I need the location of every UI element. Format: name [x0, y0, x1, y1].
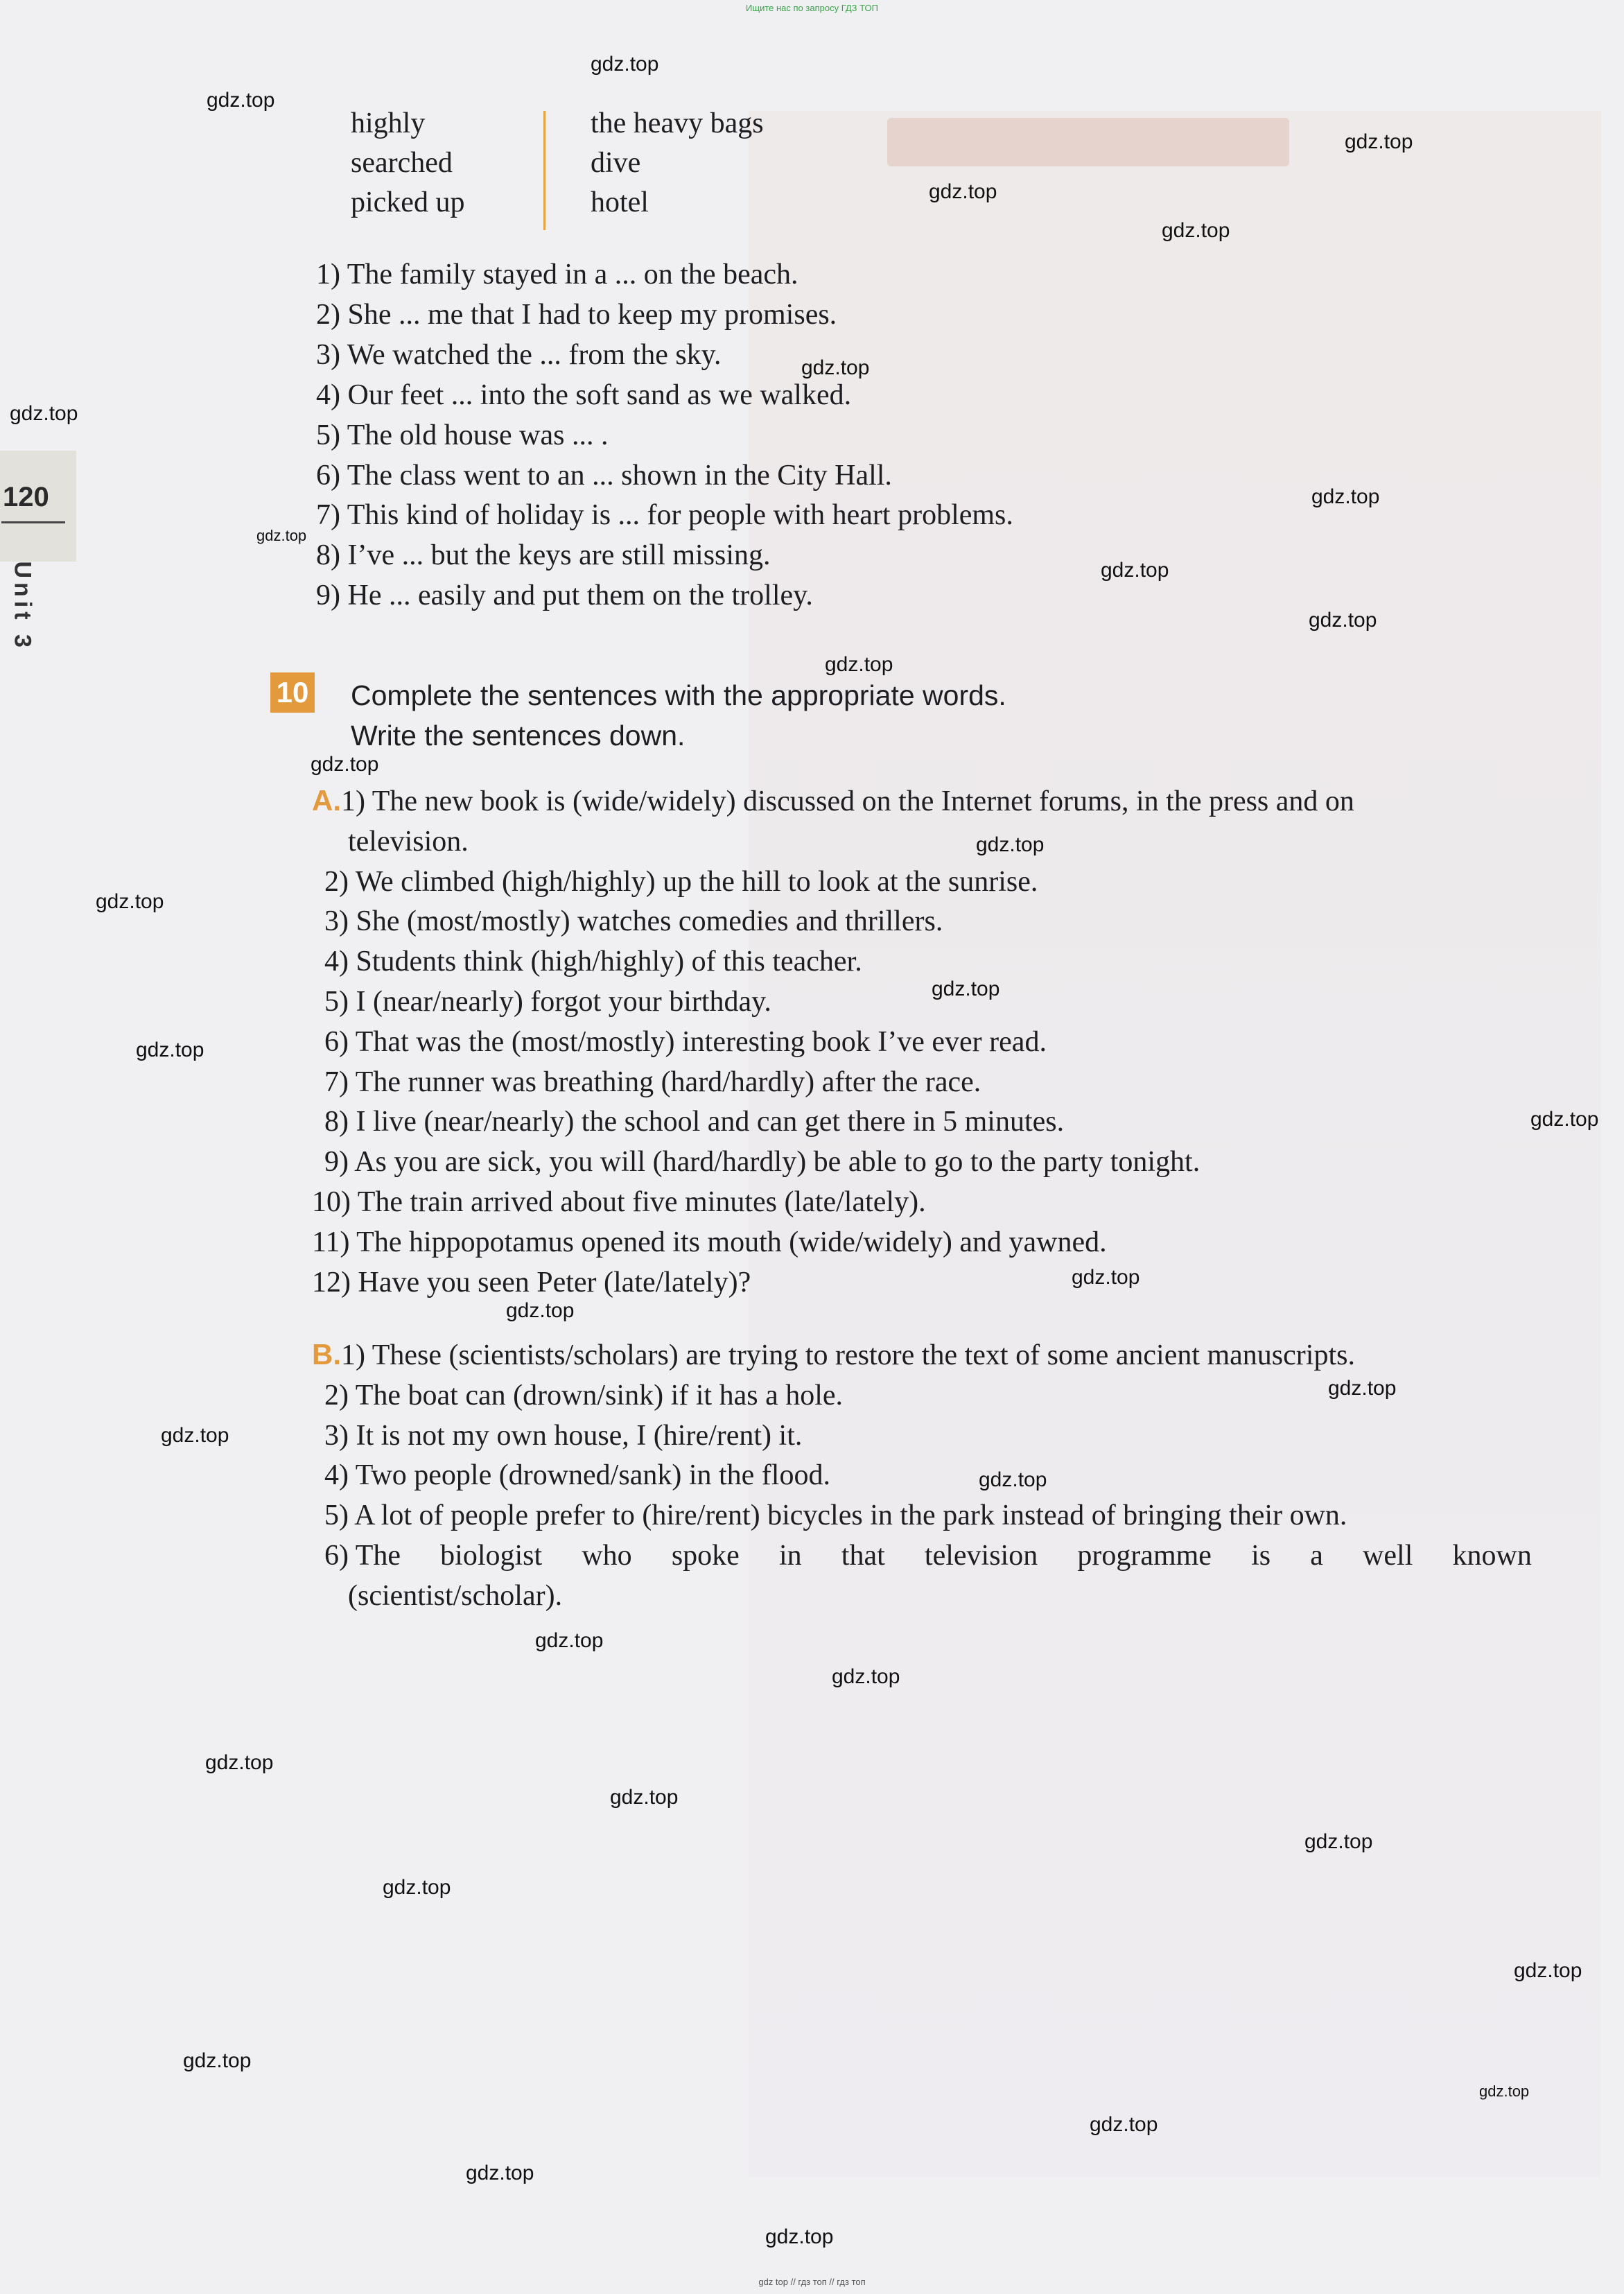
gap-fill-sentences	[316, 255, 1522, 616]
exercise-instruction	[351, 675, 1006, 756]
sentence-item: 8) I’ve ... but the keys are still missing.	[316, 539, 771, 572]
watermark: gdz.top	[1514, 1959, 1582, 1982]
sentence-item: 1) The new book is (wide/widely) discussed on the Internet forums, in the press and on	[341, 785, 1354, 817]
sentence-item-justified	[312, 1536, 1532, 1576]
watermark: gdz.top	[1530, 1108, 1599, 1131]
word: that	[841, 1539, 885, 1572]
sentence-item: 2) She ... me that I had to keep my promises.	[316, 298, 837, 331]
word-left: picked up	[351, 186, 465, 218]
word-column-right	[591, 104, 868, 223]
top-note: Ищите нас по запросу ГДЗ ТОП	[746, 3, 878, 13]
page-number-rule	[1, 521, 65, 523]
sentence-item: 9) As you are sick, you will (hard/hardly) be able to go to the party tonight.	[324, 1146, 1200, 1179]
watermark: gdz.top	[311, 753, 379, 776]
word-left: highly	[351, 107, 426, 139]
word: programme	[1077, 1539, 1212, 1572]
watermark: gdz.top	[205, 1751, 274, 1774]
watermark: gdz.top	[10, 402, 78, 425]
sentence-item: 6) That was the (most/mostly) interesting book I’ve ever read.	[324, 1025, 1047, 1058]
watermark: gdz.top	[765, 2225, 834, 2248]
watermark: gdz.top	[1345, 130, 1413, 153]
word: a	[1310, 1539, 1323, 1572]
sentence-continuation: television.	[348, 825, 469, 858]
bottom-note: gdz top // гдз топ // гдз топ	[758, 2277, 866, 2287]
word: is	[1251, 1539, 1271, 1572]
word: who	[582, 1539, 632, 1572]
word-right: dive	[591, 147, 641, 179]
instruction-line: Complete the sentences with the appropriate words.	[351, 679, 1006, 711]
sentence-item: 4) Our feet ... into the soft sand as we walked.	[316, 379, 852, 411]
sentence-item: 4) Students think (high/highly) of this teacher.	[324, 946, 862, 978]
watermark: gdz.top	[801, 356, 870, 379]
word: 6) The	[324, 1539, 401, 1572]
watermark: gdz.top	[535, 1629, 604, 1652]
part-a	[312, 781, 1546, 1303]
watermark: gdz.top	[1162, 219, 1230, 242]
unit-label: Unit 3	[9, 561, 36, 652]
sentence-item: 7) This kind of holiday is ... for people with heart problems.	[316, 499, 1013, 532]
sentence-item: 12) Have you seen Peter (late/lately)?	[312, 1266, 751, 1298]
watermark: gdz.top	[136, 1039, 204, 1061]
watermark: gdz.top	[932, 977, 1000, 1000]
sentence-item: 5) A lot of people prefer to (hire/rent) bicycles in the park instead of bringing their own.	[324, 1500, 1347, 1532]
exercise-number-badge: 10	[270, 672, 315, 713]
word-column-left	[351, 104, 538, 223]
instruction-line: Write the sentences down.	[351, 720, 686, 751]
watermark: gdz.top	[929, 180, 997, 203]
sentence-item: 3) It is not my own house, I (hire/rent) it.	[324, 1419, 803, 1452]
watermark: gdz.top	[1311, 485, 1380, 508]
watermark: gdz.top	[183, 2049, 252, 2072]
column-divider	[543, 111, 545, 230]
watermark: gdz.top	[1328, 1377, 1397, 1400]
part-a-letter: A.	[312, 784, 341, 817]
sentence-item: 5) The old house was ... .	[316, 419, 609, 451]
sentence-item: 3) We watched the ... from the sky.	[316, 338, 722, 371]
sentence-item: 2) We climbed (high/highly) up the hill to look at the sunrise.	[324, 865, 1038, 898]
watermark: gdz.top	[610, 1786, 679, 1809]
watermark: gdz.top	[1304, 1830, 1373, 1853]
watermark: gdz.top	[1101, 559, 1169, 582]
word: biologist	[440, 1539, 543, 1572]
part-b-first-line	[312, 1335, 1546, 1376]
watermark: gdz.top	[832, 1665, 900, 1688]
word: known	[1452, 1539, 1532, 1572]
watermark: gdz.top	[161, 1424, 229, 1447]
watermark: gdz.top	[1072, 1266, 1140, 1289]
word-left: searched	[351, 147, 453, 179]
word: spoke	[671, 1539, 740, 1572]
watermark: gdz.top	[1479, 2083, 1530, 2100]
show-through-header-bar	[887, 118, 1289, 166]
word: in	[778, 1539, 802, 1572]
watermark: gdz.top	[979, 1468, 1047, 1491]
watermark: gdz.top	[591, 53, 659, 76]
watermark: gdz.top	[825, 653, 893, 676]
page-number: 120	[3, 482, 49, 512]
sentence-item: 7) The runner was breathing (hard/hardly) after the race.	[324, 1066, 981, 1098]
sentence-item: 9) He ... easily and put them on the trolley.	[316, 580, 813, 612]
watermark: gdz.top	[1309, 609, 1377, 632]
word-right: the heavy bags	[591, 107, 764, 139]
watermark: gdz.top	[256, 527, 307, 544]
sentence-item: 8) I live (near/nearly) the school and can get there in 5 minutes.	[324, 1106, 1065, 1138]
sentence-item: 4) Two people (drowned/sank) in the flood.	[324, 1459, 830, 1492]
watermark: gdz.top	[96, 890, 164, 913]
sentence-item: 1) These (scientists/scholars) are trying to restore the text of some ancient manuscripts.	[341, 1339, 1355, 1371]
part-b-letter: B.	[312, 1338, 341, 1371]
sentence-item: 3) She (most/mostly) watches comedies and thrillers.	[324, 905, 943, 938]
word-right: hotel	[591, 186, 649, 218]
watermark: gdz.top	[466, 2162, 534, 2184]
sentence-item: 2) The boat can (drown/sink) if it has a hole.	[324, 1379, 844, 1411]
watermark: gdz.top	[383, 1876, 451, 1899]
sentence-item: 5) I (near/nearly) forgot your birthday.	[324, 985, 771, 1018]
sentence-item: 11) The hippopotamus opened its mouth (wide/widely) and yawned.	[312, 1226, 1107, 1258]
word: television	[924, 1539, 1038, 1572]
watermark: gdz.top	[207, 89, 275, 112]
watermark: gdz.top	[976, 833, 1045, 856]
sentence-item: 6) The class went to an ... shown in the City Hall.	[316, 459, 892, 492]
part-a-first-line	[312, 781, 1546, 822]
sentence-item: 10) The train arrived about five minutes (late/lately).	[312, 1185, 926, 1218]
sentence-continuation: (scientist/scholar).	[348, 1579, 563, 1612]
watermark: gdz.top	[506, 1299, 575, 1322]
watermark: gdz.top	[1090, 2113, 1158, 2136]
sentence-item: 1) The family stayed in a ... on the beach.	[316, 259, 798, 290]
word: well	[1363, 1539, 1413, 1572]
